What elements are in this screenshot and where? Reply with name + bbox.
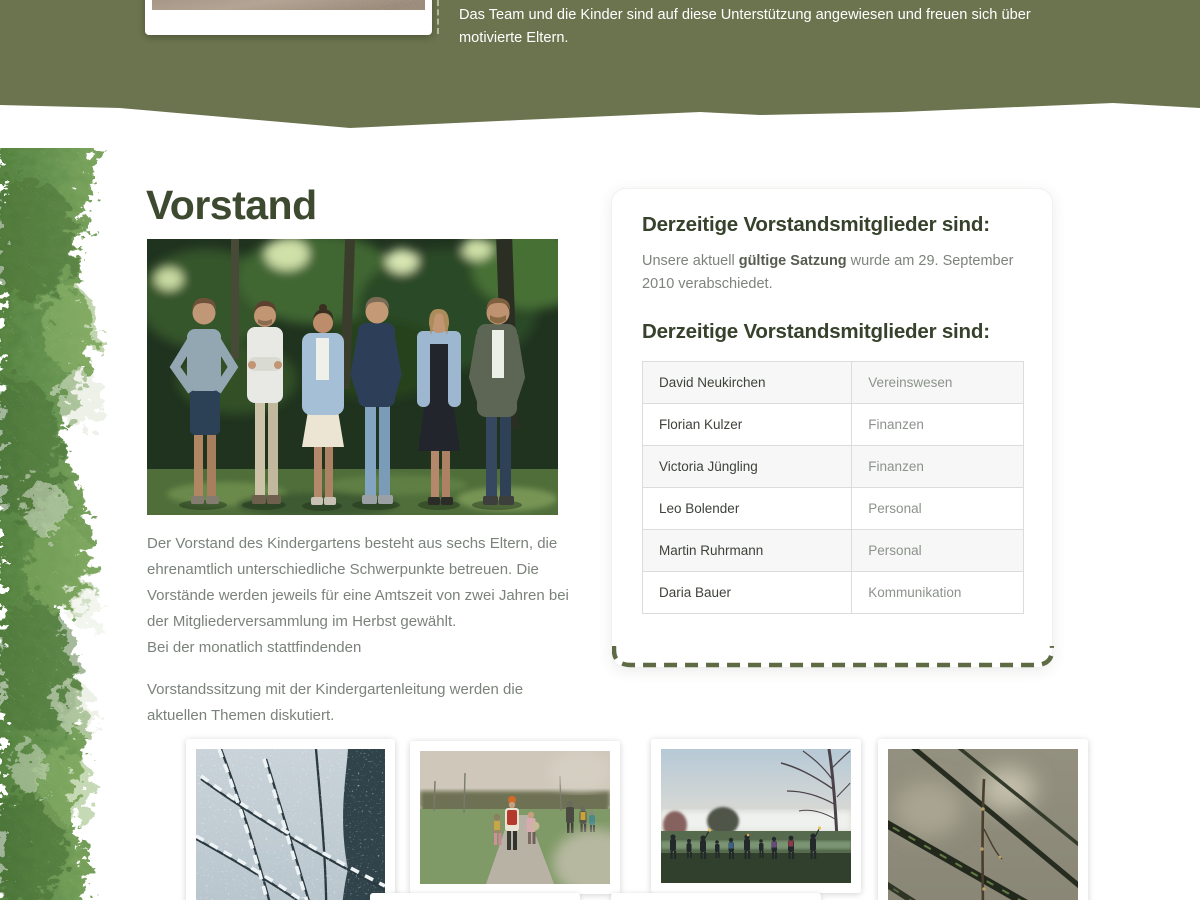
member-name: Leo Bolender — [643, 488, 852, 530]
gallery-card-snowy-branches[interactable] — [186, 739, 395, 900]
member-role: Finanzen — [852, 446, 1024, 488]
hero-text: Das Team und die Kinder sind auf diese Unterstützung angewiesen und freuen sich über motivierte Eltern. — [459, 7, 1031, 46]
hero-photo-card[interactable] — [145, 0, 432, 35]
member-role: Kommunikation — [852, 572, 1024, 614]
table-row — [643, 362, 1024, 404]
member-role: Personal — [852, 488, 1024, 530]
intro-paragraph-1: Der Vorstand des Kindergartens besteht aus sechs Eltern, die ehrenamtlich unterschiedliche Schwerpunkte betreuen. Die Vorstände werden jeweils für eine Amtszeit von zwei Jahren bei der Mitgliederversammlung im Herbst gewählt. Bei der monatlich stattfindenden — [147, 535, 569, 656]
satzung-paragraph: Unsere aktuell gültige Satzung wurde am 29. September 2010 verabschiedet. — [642, 253, 1014, 292]
satzung-link[interactable]: gültige Satzung — [738, 253, 847, 269]
gallery-card-lantern-walk[interactable] — [651, 739, 861, 893]
hero-wave-shape — [0, 100, 1200, 130]
intro-paragraph-2: Vorstandssitzung mit der Kindergartenleitung werden die aktuellen Themen diskutiert. — [147, 681, 524, 724]
gallery-card-family-walk[interactable] — [410, 741, 620, 894]
member-name: Victoria Jüngling — [643, 446, 852, 488]
gallery-card-next-row[interactable] — [370, 893, 580, 900]
table-row — [643, 404, 1024, 446]
board-members-card — [611, 188, 1053, 668]
gallery-card-next-row[interactable] — [611, 893, 821, 900]
board-group-photo — [147, 239, 558, 515]
member-role: Finanzen — [852, 404, 1024, 446]
members-table — [642, 361, 1024, 614]
member-role: Personal — [852, 530, 1024, 572]
table-row — [643, 530, 1024, 572]
table-row — [643, 488, 1024, 530]
member-name: Florian Kulzer — [643, 404, 852, 446]
sand-photo — [152, 0, 425, 10]
hero-dashed-divider — [437, 0, 439, 34]
table-row — [643, 572, 1024, 614]
table-row — [643, 446, 1024, 488]
foliage-strip — [0, 148, 140, 900]
page-title: Vorstand — [146, 182, 317, 228]
member-name: David Neukirchen — [643, 362, 852, 404]
gallery-card-bare-branches[interactable] — [878, 739, 1088, 900]
card-dashed-border — [612, 644, 1054, 670]
member-name: Daria Bauer — [643, 572, 852, 614]
intro-text — [147, 531, 579, 729]
member-name: Martin Ruhrmann — [643, 530, 852, 572]
card-heading-2: Derzeitige Vorstandsmitglieder sind: — [642, 320, 990, 343]
member-role: Vereinswesen — [852, 362, 1024, 404]
card-heading-1: Derzeitige Vorstandsmitglieder sind: — [642, 213, 990, 236]
